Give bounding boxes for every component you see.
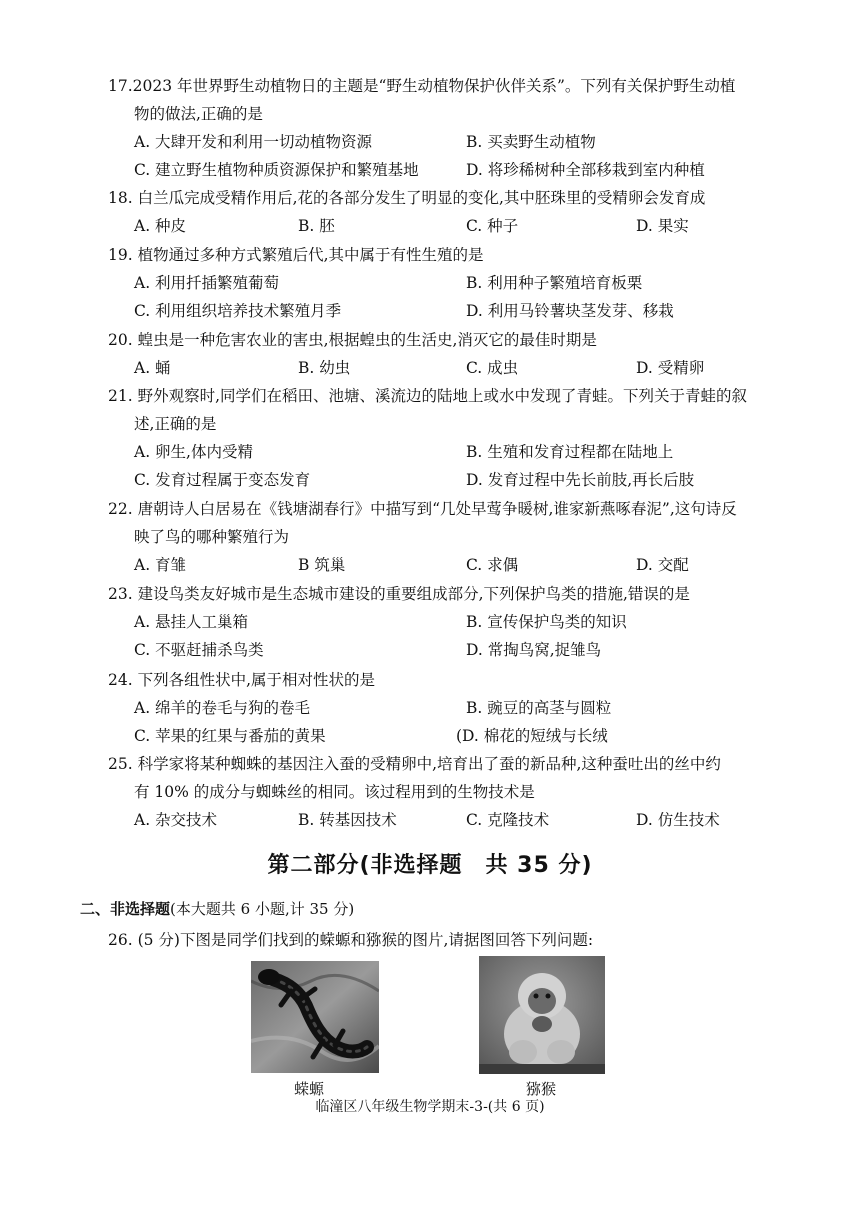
option-d: D. 将珍稀树种全部移栽到室内种植 [466, 161, 705, 179]
newt-caption: 蝾螈 [294, 1080, 325, 1098]
option-a: A. 种皮 [134, 217, 187, 235]
option-c: C. 苹果的红果与番茄的黄果 [134, 727, 326, 745]
question-24 [108, 666, 798, 750]
question-19 [108, 241, 798, 325]
question-18 [108, 184, 798, 240]
question-22 [108, 495, 798, 579]
macaque-caption: 猕猴 [526, 1080, 557, 1098]
option-d: D. 果实 [636, 217, 689, 235]
option-c: C. 利用组织培养技术繁殖月季 [134, 302, 342, 320]
question-26-stem: 26. (5 分)下图是同学们找到的蝾螈和猕猴的图片,请据图回答下列问题: [108, 931, 594, 949]
option-d: D. 发育过程中先长前肢,再长后肢 [466, 471, 695, 489]
question-stem: 23. 建设鸟类友好城市是生态城市建设的重要组成部分,下列保护鸟类的措施,错误的是 [108, 585, 690, 603]
option-c: C. 克隆技术 [466, 811, 550, 829]
macaque-image [479, 956, 605, 1074]
option-a: A. 悬挂人工巢箱 [134, 613, 249, 631]
option-d: D. 常掏鸟窝,捉雏鸟 [466, 641, 602, 659]
section-head: 二、非选择题 [80, 900, 171, 918]
page-footer: 临潼区八年级生物学期末-3-(共 6 页) [315, 1099, 545, 1115]
option-d: D. 交配 [636, 556, 689, 574]
option-d: D. 仿生技术 [636, 811, 720, 829]
option-c: C. 发育过程属于变态发育 [134, 471, 311, 489]
question-25 [108, 750, 798, 834]
question-stem: 24. 下列各组性状中,属于相对性状的是 [108, 671, 376, 689]
option-c: C. 成虫 [466, 359, 519, 377]
option-b: B. 转基因技术 [298, 811, 397, 829]
option-a: A. 育雏 [134, 556, 187, 574]
question-21 [108, 382, 798, 494]
option-a: A. 绵羊的卷毛与狗的卷毛 [134, 699, 311, 717]
option-b: B. 豌豆的高茎与圆粒 [466, 699, 612, 717]
question-stem: 25. 科学家将某种蜘蛛的基因注入蚕的受精卵中,培育出了蚕的新品种,这种蚕吐出的丝中约 [108, 755, 721, 773]
option-b: B. 买卖野生动植物 [466, 133, 596, 151]
question-20 [108, 326, 798, 382]
option-d: D. 利用马铃薯块茎发芽、移栽 [466, 302, 674, 320]
option-b: B. 幼虫 [298, 359, 351, 377]
question-stem: 21. 野外观察时,同学们在稻田、池塘、溪流边的陆地上或水中发现了青蛙。下列关于青蛙的叙 [108, 387, 748, 405]
question-stem: 17.2023 年世界野生动植物日的主题是“野生动植物保护伙伴关系”。下列有关保护野生动植 [108, 77, 736, 95]
option-b: B. 利用种子繁殖培育板栗 [466, 274, 643, 292]
option-b: B. 胚 [298, 217, 335, 235]
question-stem: 22. 唐朝诗人白居易在《钱塘湖春行》中描写到“几处早莺争暖树,谁家新燕啄春泥”,这句诗反 [108, 500, 737, 518]
option-a: A. 蛹 [134, 359, 171, 377]
question-23 [108, 580, 798, 664]
part-two-title: 第二部分(非选择题 共 35 分) [267, 853, 593, 878]
option-a: A. 卵生,体内受精 [134, 443, 253, 461]
option-b: B 筑巢 [298, 556, 346, 574]
option-a: A. 利用扦插繁殖葡萄 [134, 274, 280, 292]
option-a: A. 杂交技术 [134, 811, 218, 829]
option-b: B. 宣传保护鸟类的知识 [466, 613, 627, 631]
question-stem-cont: 物的做法,正确的是 [134, 105, 263, 123]
section-heading [80, 898, 354, 919]
option-c: C. 求偶 [466, 556, 519, 574]
question-stem: 20. 蝗虫是一种危害农业的害虫,根据蝗虫的生活史,消灭它的最佳时期是 [108, 331, 597, 349]
option-c: C. 建立野生植物种质资源保护和繁殖基地 [134, 161, 419, 179]
option-d: (D. 棉花的短绒与长绒 [456, 727, 608, 745]
option-c: C. 种子 [466, 217, 519, 235]
section-note: (本大题共 6 小题,计 35 分) [170, 900, 355, 918]
newt-image [251, 961, 379, 1073]
option-b: B. 生殖和发育过程都在陆地上 [466, 443, 674, 461]
option-d: D. 受精卵 [636, 359, 705, 377]
question-stem: 18. 白兰瓜完成受精作用后,花的各部分发生了明显的变化,其中胚珠里的受精卵会发育成 [108, 189, 706, 207]
option-a: A. 大肆开发和利用一切动植物资源 [134, 133, 373, 151]
option-c: C. 不驱赶捕杀鸟类 [134, 641, 264, 659]
question-stem-cont: 述,正确的是 [134, 415, 217, 433]
question-17 [108, 72, 798, 184]
question-stem: 19. 植物通过多种方式繁殖后代,其中属于有性生殖的是 [108, 246, 484, 264]
question-stem-cont: 有 10% 的成分与蜘蛛丝的相同。该过程用到的生物技术是 [134, 783, 535, 801]
question-stem-cont: 映了鸟的哪种繁殖行为 [134, 528, 290, 546]
